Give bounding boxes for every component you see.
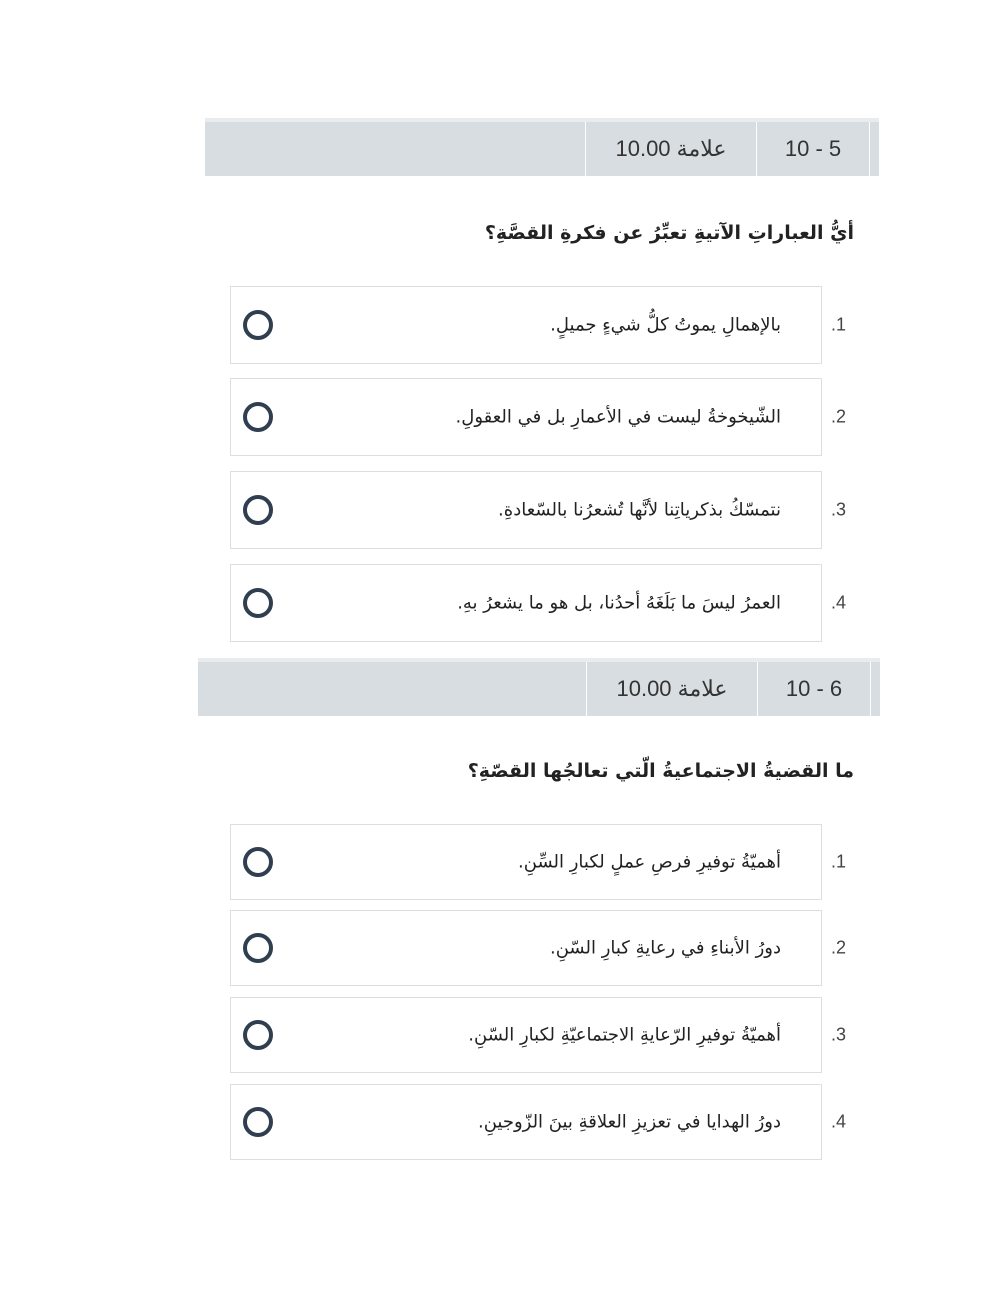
radio-button[interactable] <box>243 495 273 525</box>
option-number: .1 <box>831 314 847 335</box>
question-number: 10 - 6 <box>757 662 870 716</box>
question-marks: 10.00 علامة <box>586 662 757 716</box>
answer-option-1[interactable] <box>230 286 847 364</box>
option-number: .3 <box>831 1024 847 1045</box>
answer-option-4[interactable] <box>230 1084 847 1160</box>
radio-button[interactable] <box>243 402 273 432</box>
header-spacer <box>869 122 880 176</box>
option-label: دورُ الأبناءِ في رعايةِ كبارِ السّنِ. <box>550 937 781 959</box>
answer-option-3[interactable] <box>230 997 847 1073</box>
header-spacer <box>870 662 881 716</box>
radio-button[interactable] <box>243 310 273 340</box>
question-header <box>198 658 880 716</box>
option-label: العمرُ ليسَ ما بَلَغَهُ أحدُنا، بل هو ما يشعرُ بهِ. <box>457 592 781 614</box>
option-label: دورُ الهدايا في تعزيزِ العلاقةِ بينَ الزّوجينِ. <box>477 1111 781 1133</box>
option-label: أهميّةُ توفيرِ الرّعايةِ الاجتماعيّةِ لكبارِ السّنِ. <box>468 1024 781 1046</box>
radio-button[interactable] <box>243 1020 273 1050</box>
question-marks: 10.00 علامة <box>585 122 756 176</box>
question-text: ما القضيةُ الاجتماعيةُ الّتي تعالجُها القصّةِ؟ <box>467 760 854 782</box>
answer-option-2[interactable] <box>230 378 847 456</box>
option-label: أهميّةُ توفيرِ فرصِ عملٍ لكبارِ السِّنِ. <box>518 851 781 873</box>
option-number: .2 <box>831 406 847 427</box>
answer-option-1[interactable] <box>230 824 847 900</box>
option-label: الشّيخوخةُ ليست في الأعمارِ بل في العقولِ. <box>455 406 781 428</box>
option-number: .2 <box>831 937 847 958</box>
radio-button[interactable] <box>243 847 273 877</box>
question-header <box>205 118 879 176</box>
option-number: .4 <box>831 1111 847 1132</box>
option-number: .4 <box>831 592 847 613</box>
answer-option-4[interactable] <box>230 564 847 642</box>
option-label: نتمسّكُ بذكرياتِنا لأنَّها تُشعرُنا بالسّعادةِ. <box>498 499 781 521</box>
question-number: 10 - 5 <box>756 122 869 176</box>
radio-button[interactable] <box>243 933 273 963</box>
answer-option-3[interactable] <box>230 471 847 549</box>
option-label: بالإهمالِ يموتُ كلُّ شيءٍ جميلٍ. <box>550 314 781 336</box>
radio-button[interactable] <box>243 588 273 618</box>
option-number: .3 <box>831 499 847 520</box>
answer-option-2[interactable] <box>230 910 847 986</box>
option-number: .1 <box>831 851 847 872</box>
radio-button[interactable] <box>243 1107 273 1137</box>
question-text: أيُّ العباراتِ الآتيةِ تعبِّرُ عن فكرةِ القصَّةِ؟ <box>484 222 854 244</box>
